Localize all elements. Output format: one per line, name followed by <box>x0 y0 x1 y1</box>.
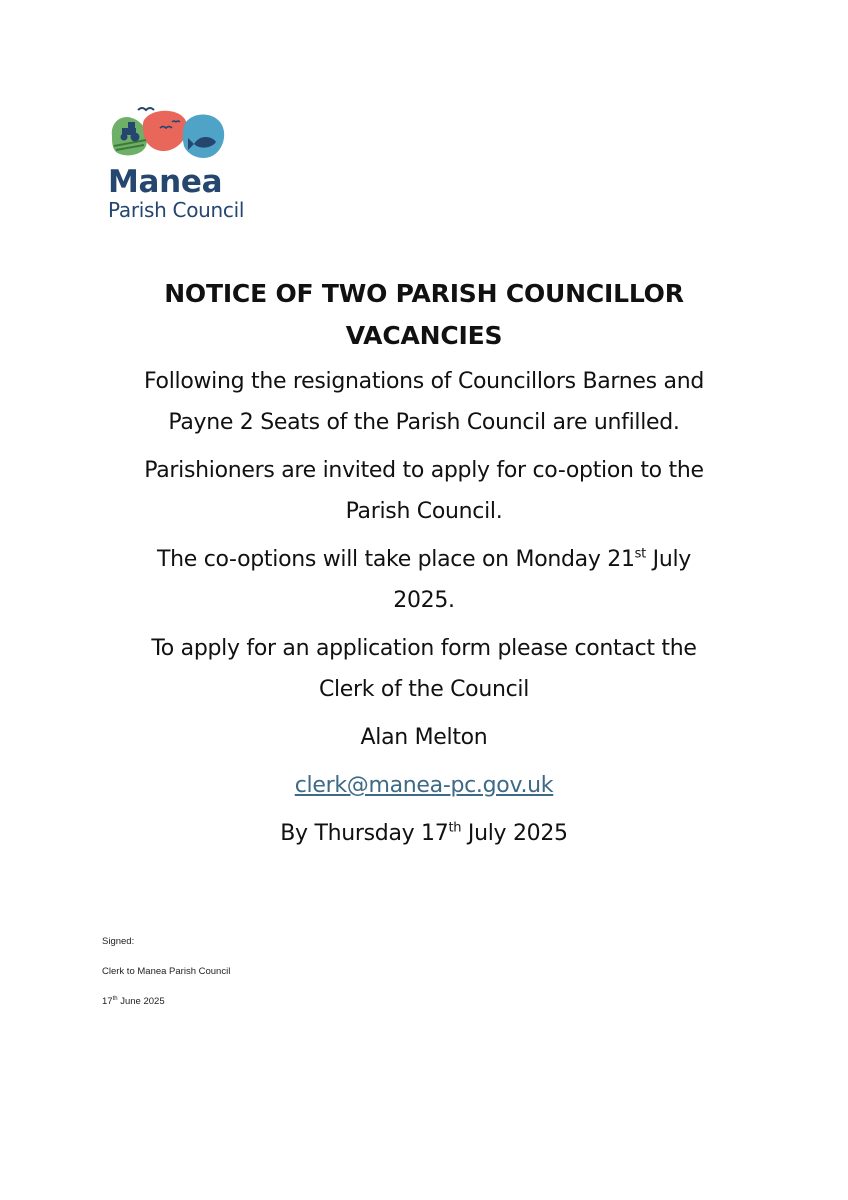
contact-name: Alan Melton <box>360 725 488 750</box>
title-line: NOTICE OF TWO PARISH COUNCILLOR <box>164 279 684 308</box>
signed-label: Signed: <box>102 936 135 947</box>
cooption-date-paragraph: The co-options will take place on Monday 21st July 2025. <box>156 546 692 613</box>
apply-paragraph: To apply for an application form please contact the Clerk of the Council <box>151 636 697 702</box>
logo-bird-icon <box>172 121 180 122</box>
invitation-paragraph: Parishioners are invited to apply for co-option to the Parish Council. <box>144 458 704 524</box>
manea-logo <box>108 106 278 221</box>
signature-date: 17th June 2025 <box>102 995 165 1007</box>
logo-red-shape <box>143 111 187 151</box>
logo-blue-shape <box>183 115 224 158</box>
logo-subtitle: Parish Council <box>108 198 245 222</box>
resignation-paragraph: Following the resignations of Councillors Barnes and Payne 2 Seats of the Parish Council are unfilled. <box>143 369 705 435</box>
notice-body <box>100 273 748 861</box>
notice-title <box>100 273 748 357</box>
signatory-role: Clerk to Manea Parish Council <box>102 966 231 977</box>
logo-bird-icon <box>138 108 154 110</box>
deadline: By Thursday 17th July 2025 <box>280 820 568 846</box>
title-line: VACANCIES <box>345 321 503 350</box>
contact-email-link[interactable]: clerk@manea-pc.gov.uk <box>294 773 554 798</box>
logo-name: Manea <box>108 164 223 200</box>
logo-emblem <box>108 106 228 161</box>
signature-block <box>102 936 230 1026</box>
